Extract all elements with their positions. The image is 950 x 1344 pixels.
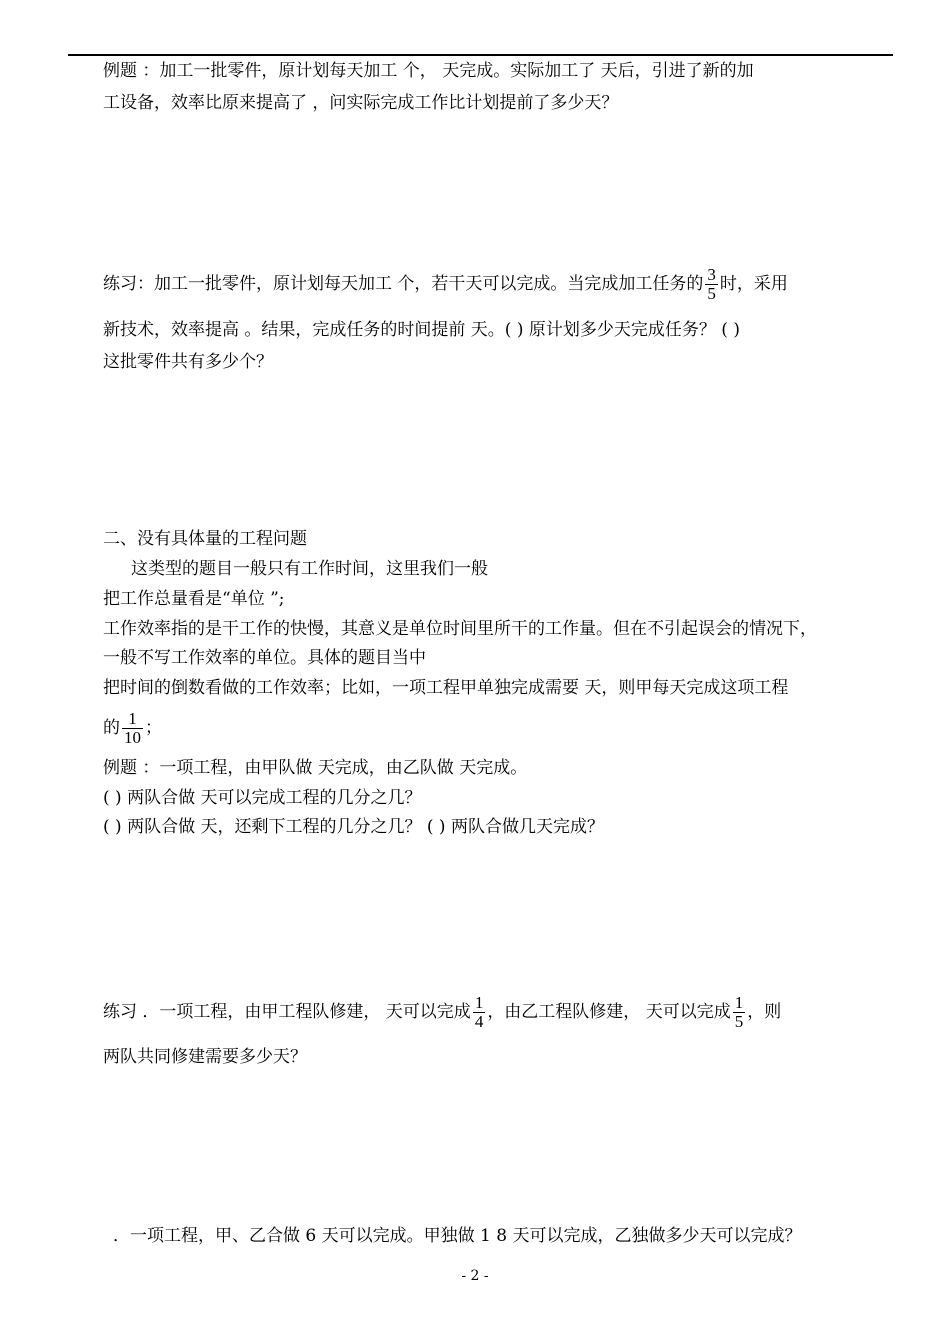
- practice1-line2: 新技术，效率提高 。结果，完成任务的时间提前 天。( ) 原计划多少天完成任务？ ( ): [103, 320, 740, 340]
- section2-p5: 把时间的倒数看做的工作效率；比如，一项工程甲单独完成需要 天，则甲每天完成这项工程: [103, 678, 789, 698]
- fraction-1-10: [122, 710, 143, 747]
- practice2-text-a: 练习 ．一项工程，由甲工程队修建， 天可以完成: [103, 1002, 471, 1022]
- fraction-denominator: 4: [474, 1012, 484, 1031]
- fraction-denominator: 5: [734, 1012, 744, 1031]
- practice2-text-b: ，由乙工程队修建， 天可以完成: [487, 1002, 731, 1022]
- section2-p2: 把工作总量看是“单位 ”;: [103, 589, 285, 609]
- section2-p4: 一般不写工作效率的单位。具体的题目当中: [103, 648, 426, 668]
- example1-line2: 工设备，效率比原来提高了 ，问实际完成工作比计划提前了多少天？: [103, 93, 619, 113]
- example2-line1: 例题 ：一项工程，由甲队做 天完成，由乙队做 天完成。: [103, 758, 528, 778]
- fraction-1-4: [473, 994, 486, 1031]
- section2-p3: 工作效率指的是干工作的快慢，其意义是单位时间里所干的工作量。但在不引起误会的情况下，: [103, 619, 817, 639]
- practice2-text-c: ，则: [747, 1002, 782, 1022]
- example1-line1: 例题 ：加工一批零件，原计划每天加工 个， 天完成。实际加工了 天后，引进了新的加: [103, 61, 754, 81]
- section2-p6: [103, 710, 162, 747]
- practice1-line1: [103, 266, 788, 303]
- practice1-text-a: 练习：加工一批零件，原计划每天加工 个，若干天可以完成。当完成加工任务的: [103, 274, 704, 294]
- section2-heading: 二、没有具体量的工程问题: [103, 529, 307, 549]
- section2-p1: 这类型的题目一般只有工作时间，这里我们一般: [131, 559, 488, 579]
- practice1-line3: 这批零件共有多少个？: [103, 352, 273, 372]
- fraction-numerator: 1: [474, 993, 484, 1012]
- header-rule: [68, 54, 893, 56]
- section2-p6-text-a: 的: [103, 718, 120, 738]
- section2-p6-text-b: ；: [145, 718, 162, 738]
- fraction-denominator: 10: [124, 728, 141, 747]
- fraction-denominator: 5: [707, 284, 716, 303]
- practice3-line1: ．一项工程，甲、乙合做 6 天可以完成。甲独做 1 8 天可以完成，乙独做多少天可以完成？: [113, 1226, 802, 1246]
- example2-line3: ( ) 两队合做 天，还剩下工程的几分之几？ ( ) 两队合做几天完成？: [103, 817, 604, 837]
- fraction-numerator: 1: [122, 710, 143, 729]
- example2-line2: ( ) 两队合做 天可以完成工程的几分之几？: [103, 788, 422, 808]
- fraction-numerator: 3: [707, 265, 716, 284]
- practice2-line1: [103, 994, 781, 1031]
- fraction-3-5: [705, 266, 718, 303]
- practice2-line2: 两队共同修建需要多少天？: [103, 1047, 307, 1067]
- fraction-1-5: [733, 994, 746, 1031]
- page-number: - 2 -: [461, 1268, 489, 1284]
- practice1-text-b: 时，采用: [719, 274, 788, 294]
- fraction-numerator: 1: [734, 993, 744, 1012]
